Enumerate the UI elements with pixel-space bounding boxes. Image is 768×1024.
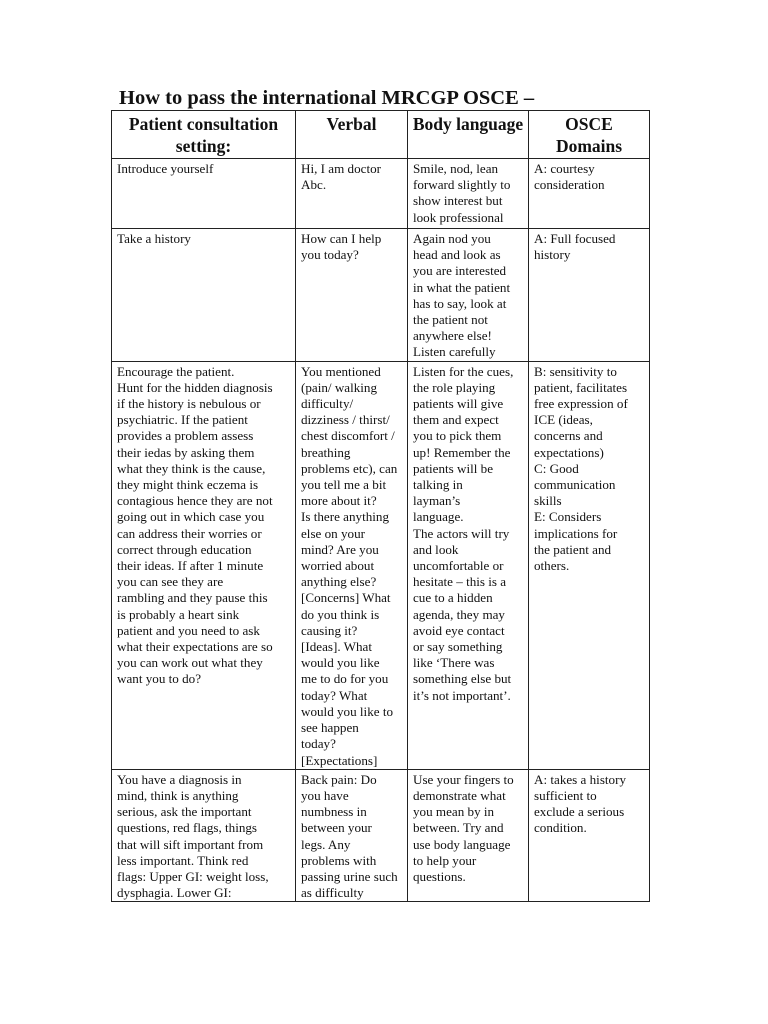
body-language-cell: [408, 769, 529, 902]
cell-line: A: Full focused: [534, 231, 616, 246]
cell-line: Is there anything: [301, 509, 389, 525]
cell-line: Take a history: [117, 231, 191, 246]
cell-line: they might think eczema is: [117, 477, 259, 493]
cell-line: uncomfortable or: [413, 558, 504, 574]
cell-line: numbness in: [301, 804, 367, 820]
domains-cell: [529, 361, 650, 769]
cell-line: between your: [301, 820, 372, 836]
cell-line: and look: [413, 541, 459, 557]
cell-line: do you think is: [301, 606, 380, 622]
cell-line: sufficient to: [534, 787, 597, 803]
cell-line: the patient not: [413, 312, 488, 328]
cell-line: you can work out what they: [117, 655, 263, 671]
cell-line: patients will give: [413, 396, 504, 412]
cell-line: exclude a serious: [534, 804, 625, 820]
cell-line: what their expectations are so: [117, 639, 273, 655]
table-row: [112, 769, 650, 902]
cell-line: cue to a hidden: [413, 590, 493, 606]
cell-line: what they think is the cause,: [117, 460, 266, 476]
header-osce-domains: OSCE Domains: [529, 111, 650, 159]
cell-line: worried about: [301, 558, 375, 574]
cell-line: today?: [301, 736, 336, 752]
cell-line: Listen carefully: [413, 344, 496, 360]
cell-line: implications for: [534, 525, 618, 541]
body-language-cell: [408, 159, 529, 229]
cell-line: to help your: [413, 852, 477, 868]
cell-line: questions.: [413, 868, 466, 884]
cell-line: between. Try and: [413, 820, 504, 836]
body-language-cell: [408, 229, 529, 362]
table-row: [112, 361, 650, 769]
cell-line: Hunt for the hidden diagnosis: [117, 379, 273, 395]
body-language-cell: [408, 361, 529, 769]
cell-line: as difficulty: [301, 885, 364, 901]
cell-line: history: [534, 247, 571, 263]
verbal-cell: [296, 769, 408, 902]
cell-line: free expression of: [534, 396, 628, 412]
cell-line: questions, red flags, things: [117, 820, 258, 836]
osce-table: [111, 110, 650, 902]
cell-line: them and expect: [413, 412, 499, 428]
cell-line: look professional: [413, 209, 504, 225]
verbal-cell: [296, 159, 408, 229]
cell-line: You mentioned: [301, 363, 381, 379]
cell-line: Introduce yourself: [117, 161, 214, 176]
domains-cell: [529, 229, 650, 362]
cell-line: [Expectations]: [301, 752, 378, 768]
cell-line: legs. Any: [301, 836, 351, 852]
cell-line: rambling and they pause this: [117, 590, 268, 606]
cell-line: Smile, nod, lean: [413, 161, 499, 176]
cell-line: want you to do?: [117, 671, 202, 687]
cell-line: agenda, they may: [413, 606, 505, 622]
cell-line: The actors will try: [413, 525, 510, 541]
cell-line: that will sift important from: [117, 836, 264, 852]
cell-line: Encourage the patient.: [117, 363, 235, 379]
cell-line: provides a problem assess: [117, 428, 254, 444]
cell-line: their ideas. If after 1 minute: [117, 558, 264, 574]
cell-line: difficulty/: [301, 396, 354, 412]
cell-line: less important. Think red: [117, 852, 249, 868]
cell-line: you to pick them: [413, 428, 502, 444]
cell-line: psychiatric. If the patient: [117, 412, 248, 428]
cell-line: patient and you need to ask: [117, 622, 260, 638]
cell-line: would you like: [301, 655, 380, 671]
header-row: [112, 111, 650, 159]
cell-line: expectations): [534, 444, 604, 460]
cell-line: breathing: [301, 444, 351, 460]
cell-line: Back pain: Do: [301, 771, 377, 787]
cell-line: you tell me a bit: [301, 477, 387, 493]
cell-line: Hi, I am doctor: [301, 161, 381, 176]
cell-line: you have: [301, 787, 349, 803]
cell-line: has to say, look at: [413, 295, 507, 311]
cell-line: contagious hence they are not: [117, 493, 273, 509]
cell-line: in what the patient: [413, 279, 511, 295]
setting-cell: [112, 769, 296, 902]
cell-line: patient, facilitates: [534, 379, 628, 395]
cell-line: me to do for you: [301, 671, 389, 687]
cell-line: forward slightly to: [413, 177, 511, 193]
cell-line: others.: [534, 558, 570, 574]
cell-line: Abc.: [301, 177, 327, 193]
cell-line: it’s not important’.: [413, 687, 511, 703]
cell-line: use body language: [413, 836, 511, 852]
cell-line: [Concerns] What: [301, 590, 391, 606]
cell-line: else on your: [301, 525, 365, 541]
cell-line: going out in which case you: [117, 509, 265, 525]
setting-cell: [112, 159, 296, 229]
cell-line: [Ideas]. What: [301, 639, 373, 655]
cell-line: the role playing: [413, 379, 496, 395]
cell-line: You have a diagnosis in: [117, 771, 242, 787]
cell-line: demonstrate what: [413, 787, 506, 803]
cell-line: language.: [413, 509, 464, 525]
cell-line: avoid eye contact: [413, 622, 505, 638]
cell-line: layman’s: [413, 493, 461, 509]
cell-line: Listen for the cues,: [413, 363, 514, 379]
cell-line: dizziness / thirst/: [301, 412, 390, 428]
cell-line: you today?: [301, 247, 359, 263]
cell-line: mind, think is anything: [117, 787, 239, 803]
setting-cell: [112, 361, 296, 769]
cell-line: anything else?: [301, 574, 377, 590]
table-row: [112, 229, 650, 362]
cell-line: show interest but: [413, 193, 503, 209]
cell-line: problems with: [301, 852, 377, 868]
header-body-language: Body language: [408, 111, 529, 159]
page-title: How to pass the international MRCGP OSCE –: [119, 87, 535, 109]
cell-line: the patient and: [534, 541, 612, 557]
cell-line: you mean by in: [413, 804, 495, 820]
cell-line: (pain/ walking: [301, 379, 377, 395]
cell-line: ICE (ideas,: [534, 412, 593, 428]
cell-line: hesitate – this is a: [413, 574, 507, 590]
cell-line: dysphagia. Lower GI:: [117, 885, 232, 901]
cell-line: would you like to: [301, 703, 394, 719]
cell-line: skills: [534, 493, 562, 509]
cell-line: C: Good: [534, 460, 579, 476]
cell-line: anywhere else!: [413, 328, 492, 344]
verbal-cell: [296, 361, 408, 769]
cell-line: correct through education: [117, 541, 252, 557]
cell-line: How can I help: [301, 231, 382, 246]
cell-line: passing urine such: [301, 868, 398, 884]
table-row: [112, 159, 650, 229]
cell-line: up! Remember the: [413, 444, 511, 460]
cell-line: more about it?: [301, 493, 377, 509]
cell-line: is probably a heart sink: [117, 606, 240, 622]
cell-line: E: Considers: [534, 509, 602, 525]
cell-line: A: courtesy: [534, 161, 595, 176]
cell-line: can address their worries or: [117, 525, 262, 541]
cell-line: Again nod you: [413, 231, 491, 246]
cell-line: problems etc), can: [301, 460, 398, 476]
cell-line: flags: Upper GI: weight loss,: [117, 868, 269, 884]
domains-cell: [529, 769, 650, 902]
cell-line: you are interested: [413, 263, 507, 279]
cell-line: Use your fingers to: [413, 771, 514, 787]
cell-line: B: sensitivity to: [534, 363, 617, 379]
cell-line: if the history is nebulous or: [117, 396, 261, 412]
cell-line: today? What: [301, 687, 368, 703]
cell-line: you can see they are: [117, 574, 224, 590]
cell-line: or say something: [413, 639, 503, 655]
cell-line: talking in: [413, 477, 463, 493]
cell-line: head and look as: [413, 247, 501, 263]
cell-line: consideration: [534, 177, 605, 193]
cell-line: mind? Are you: [301, 541, 379, 557]
cell-line: communication: [534, 477, 616, 493]
cell-line: their iedas by asking them: [117, 444, 255, 460]
cell-line: like ‘There was: [413, 655, 495, 671]
header-setting: Patient consultation setting:: [112, 111, 296, 159]
cell-line: concerns and: [534, 428, 603, 444]
cell-line: chest discomfort /: [301, 428, 395, 444]
cell-line: causing it?: [301, 622, 358, 638]
cell-line: condition.: [534, 820, 587, 836]
verbal-cell: [296, 229, 408, 362]
cell-line: patients will be: [413, 460, 494, 476]
cell-line: see happen: [301, 720, 359, 736]
cell-line: something else but: [413, 671, 512, 687]
header-verbal: Verbal: [296, 111, 408, 159]
cell-line: A: takes a history: [534, 771, 627, 787]
setting-cell: [112, 229, 296, 362]
domains-cell: [529, 159, 650, 229]
cell-line: serious, ask the important: [117, 804, 252, 820]
